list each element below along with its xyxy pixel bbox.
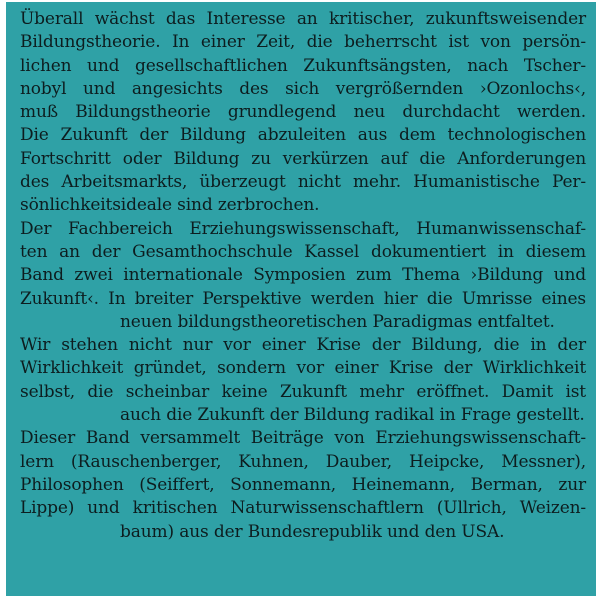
text-line: nobyl und angesichts des sich vergrößernden ›Ozonlochs‹, (20, 78, 586, 99)
text-line: neuen bildungstheoretischen Paradigmas entfaltet. (120, 311, 555, 332)
paragraph-crisis (20, 334, 586, 427)
text-line: Überall wächst das Interesse an kritischer, zukunftsweisender (20, 9, 586, 29)
text-line: Der Fachbereich Erziehungswissenschaft, Humanwissenschaf- (20, 218, 586, 239)
book-back-cover (6, 2, 596, 596)
text-line: Wir stehen nicht nur vor einer Krise der Bildung, die in der (20, 335, 586, 356)
text-line: lichen und gesellschaftlichen Zukunftsängsten, nach Tscher- (20, 55, 586, 76)
paragraph-contributors (20, 427, 586, 543)
text-line: lern (Rauschenberger, Kuhnen, Dauber, Heipcke, Messner), (20, 451, 586, 472)
text-line: ten an der Gesamthochschule Kassel dokumentiert in diesem (20, 241, 586, 262)
text-line: Band zwei internationale Symposien zum Thema ›Bildung und (20, 265, 586, 286)
text-line: Lippe) und kritischen Naturwissenschaftlern (Ullrich, Weizen- (20, 498, 586, 519)
paragraph-intro (20, 8, 586, 218)
text-line: Dieser Band versammelt Beiträge von Erziehungswissenschaft- (20, 428, 586, 449)
text-line: muß Bildungstheorie grundlegend neu durchdacht werden. (20, 102, 586, 123)
text-line: Wirklichkeit gründet, sondern vor einer Krise der Wirklichkeit (20, 358, 586, 379)
blurb-text (20, 8, 586, 544)
text-line: des Arbeitsmarkts, überzeugt nicht mehr. Humanistische Per- (20, 172, 586, 193)
text-line: Die Zukunft der Bildung abzuleiten aus dem technologischen (20, 125, 586, 146)
text-line: sönlichkeitsideale sind zerbrochen. (20, 195, 320, 216)
text-line: Fortschritt oder Bildung zu verkürzen auf die Anforderungen (20, 148, 586, 169)
paragraph-department (20, 218, 586, 334)
text-line: Philosophen (Seiffert, Sonnemann, Heinemann, Berman, zur (20, 474, 586, 495)
text-line: baum) aus der Bundesrepublik und den USA. (120, 521, 505, 542)
text-line: Bildungstheorie. In einer Zeit, die beherrscht ist von persön- (20, 32, 586, 53)
text-line: Zukunft‹. In breiter Perspektive werden hier die Umrisse eines (20, 288, 586, 309)
text-line: selbst, die scheinbar keine Zukunft mehr eröffnet. Damit ist (20, 381, 586, 402)
text-line: auch die Zukunft der Bildung radikal in Frage gestellt. (120, 405, 585, 426)
